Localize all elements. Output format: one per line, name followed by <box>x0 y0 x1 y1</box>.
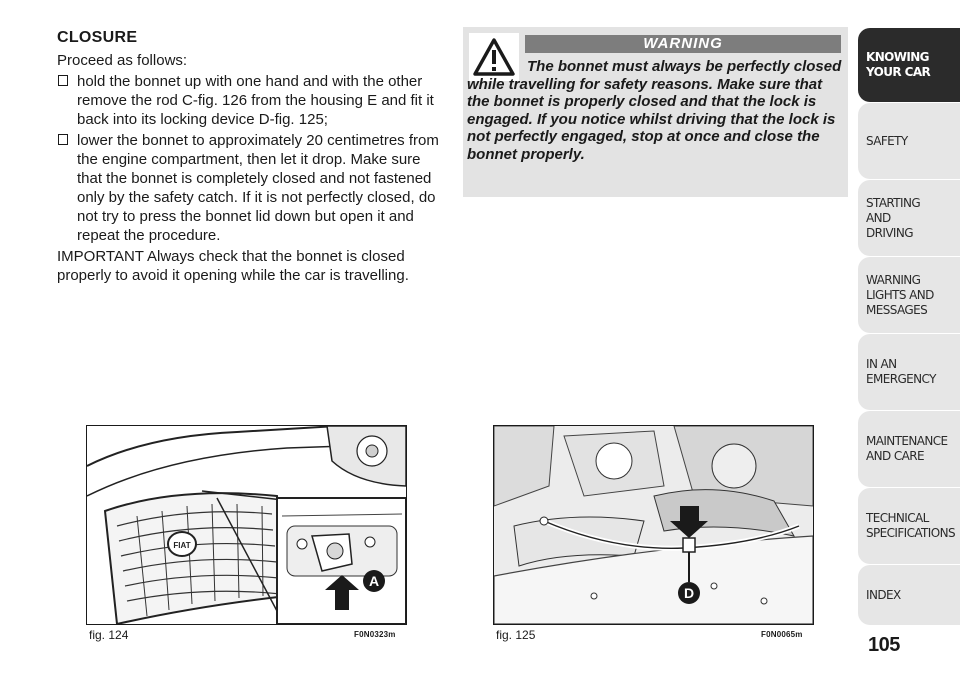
nav-tab-safety[interactable] <box>858 103 960 179</box>
nav-tab-starting-and-driving[interactable] <box>858 180 960 256</box>
steps-list <box>57 72 447 245</box>
figure-124-image <box>86 425 407 625</box>
nav-tab-index[interactable] <box>858 565 960 625</box>
figure-125 <box>493 425 814 643</box>
nav-tab-label: MAINTENANCE AND CARE <box>866 434 948 463</box>
svg-text:FIAT: FIAT <box>173 541 191 550</box>
section-heading: CLOSURE <box>57 29 138 46</box>
figure-code: F0N0065m <box>761 630 803 639</box>
nav-tab-label: SAFETY <box>866 133 908 148</box>
nav-tab-label: IN AN EMERGENCY <box>866 357 936 386</box>
intro-text: Proceed as follows: <box>57 52 188 69</box>
checkbox-bullet-icon <box>58 75 68 86</box>
nav-tab-knowing-your-car[interactable] <box>858 28 960 102</box>
nav-tab-technical-specifications[interactable] <box>858 488 960 564</box>
warning-text: The bonnet must always be perfectly closed while travelling for safety reasons. Make sure that the bonnet is properly closed and that the lock is engaged. If you notice whilst driving that the lock is not perfectly engaged, stop at once and close the bonnet properly. <box>467 58 842 163</box>
nav-tab-label: INDEX <box>866 587 901 602</box>
step-text: hold the bonnet up with one hand and with the other remove the rod C-fig. 126 from the housing E and fit it back into its locking device D-fig. 125; <box>77 73 434 128</box>
figure-125-image <box>493 425 814 625</box>
list-item <box>57 131 447 245</box>
nav-tab-label: TECHNICAL SPECIFICATIONS <box>866 511 955 540</box>
nav-tab-maintenance-and-care[interactable] <box>858 411 960 487</box>
warning-box <box>463 27 848 197</box>
step-text: lower the bonnet to approximately 20 centimetres from the engine compartment, then let it drop. Make sure that the bonnet is completely closed and not fastened only by the safety catch. If it is not perfectly closed, do not try to press the bonnet lid down but open it and repeat the procedure. <box>77 132 439 244</box>
figure-124 <box>86 425 407 643</box>
figure-caption: fig. 124 <box>89 628 129 642</box>
callout-d: D <box>683 585 695 601</box>
figure-caption: fig. 125 <box>496 628 536 642</box>
list-item <box>57 72 447 129</box>
checkbox-bullet-icon <box>58 134 68 145</box>
nav-tab-warning-lights[interactable] <box>858 257 960 333</box>
important-note: IMPORTANT Always check that the bonnet is closed properly to avoid it opening while the car is travelling. <box>57 248 409 284</box>
closure-section <box>57 28 447 285</box>
nav-tab-label: KNOWING YOUR CAR <box>866 50 931 79</box>
callout-a: A <box>368 573 380 589</box>
figure-code: F0N0323m <box>354 630 396 639</box>
nav-tab-in-an-emergency[interactable] <box>858 334 960 410</box>
nav-tab-label: WARNING LIGHTS AND MESSAGES <box>866 272 934 317</box>
nav-tab-label: STARTING AND DRIVING <box>866 195 921 240</box>
chapter-nav <box>858 28 960 628</box>
warning-title: WARNING <box>525 35 841 53</box>
page-number: 105 <box>868 634 900 656</box>
